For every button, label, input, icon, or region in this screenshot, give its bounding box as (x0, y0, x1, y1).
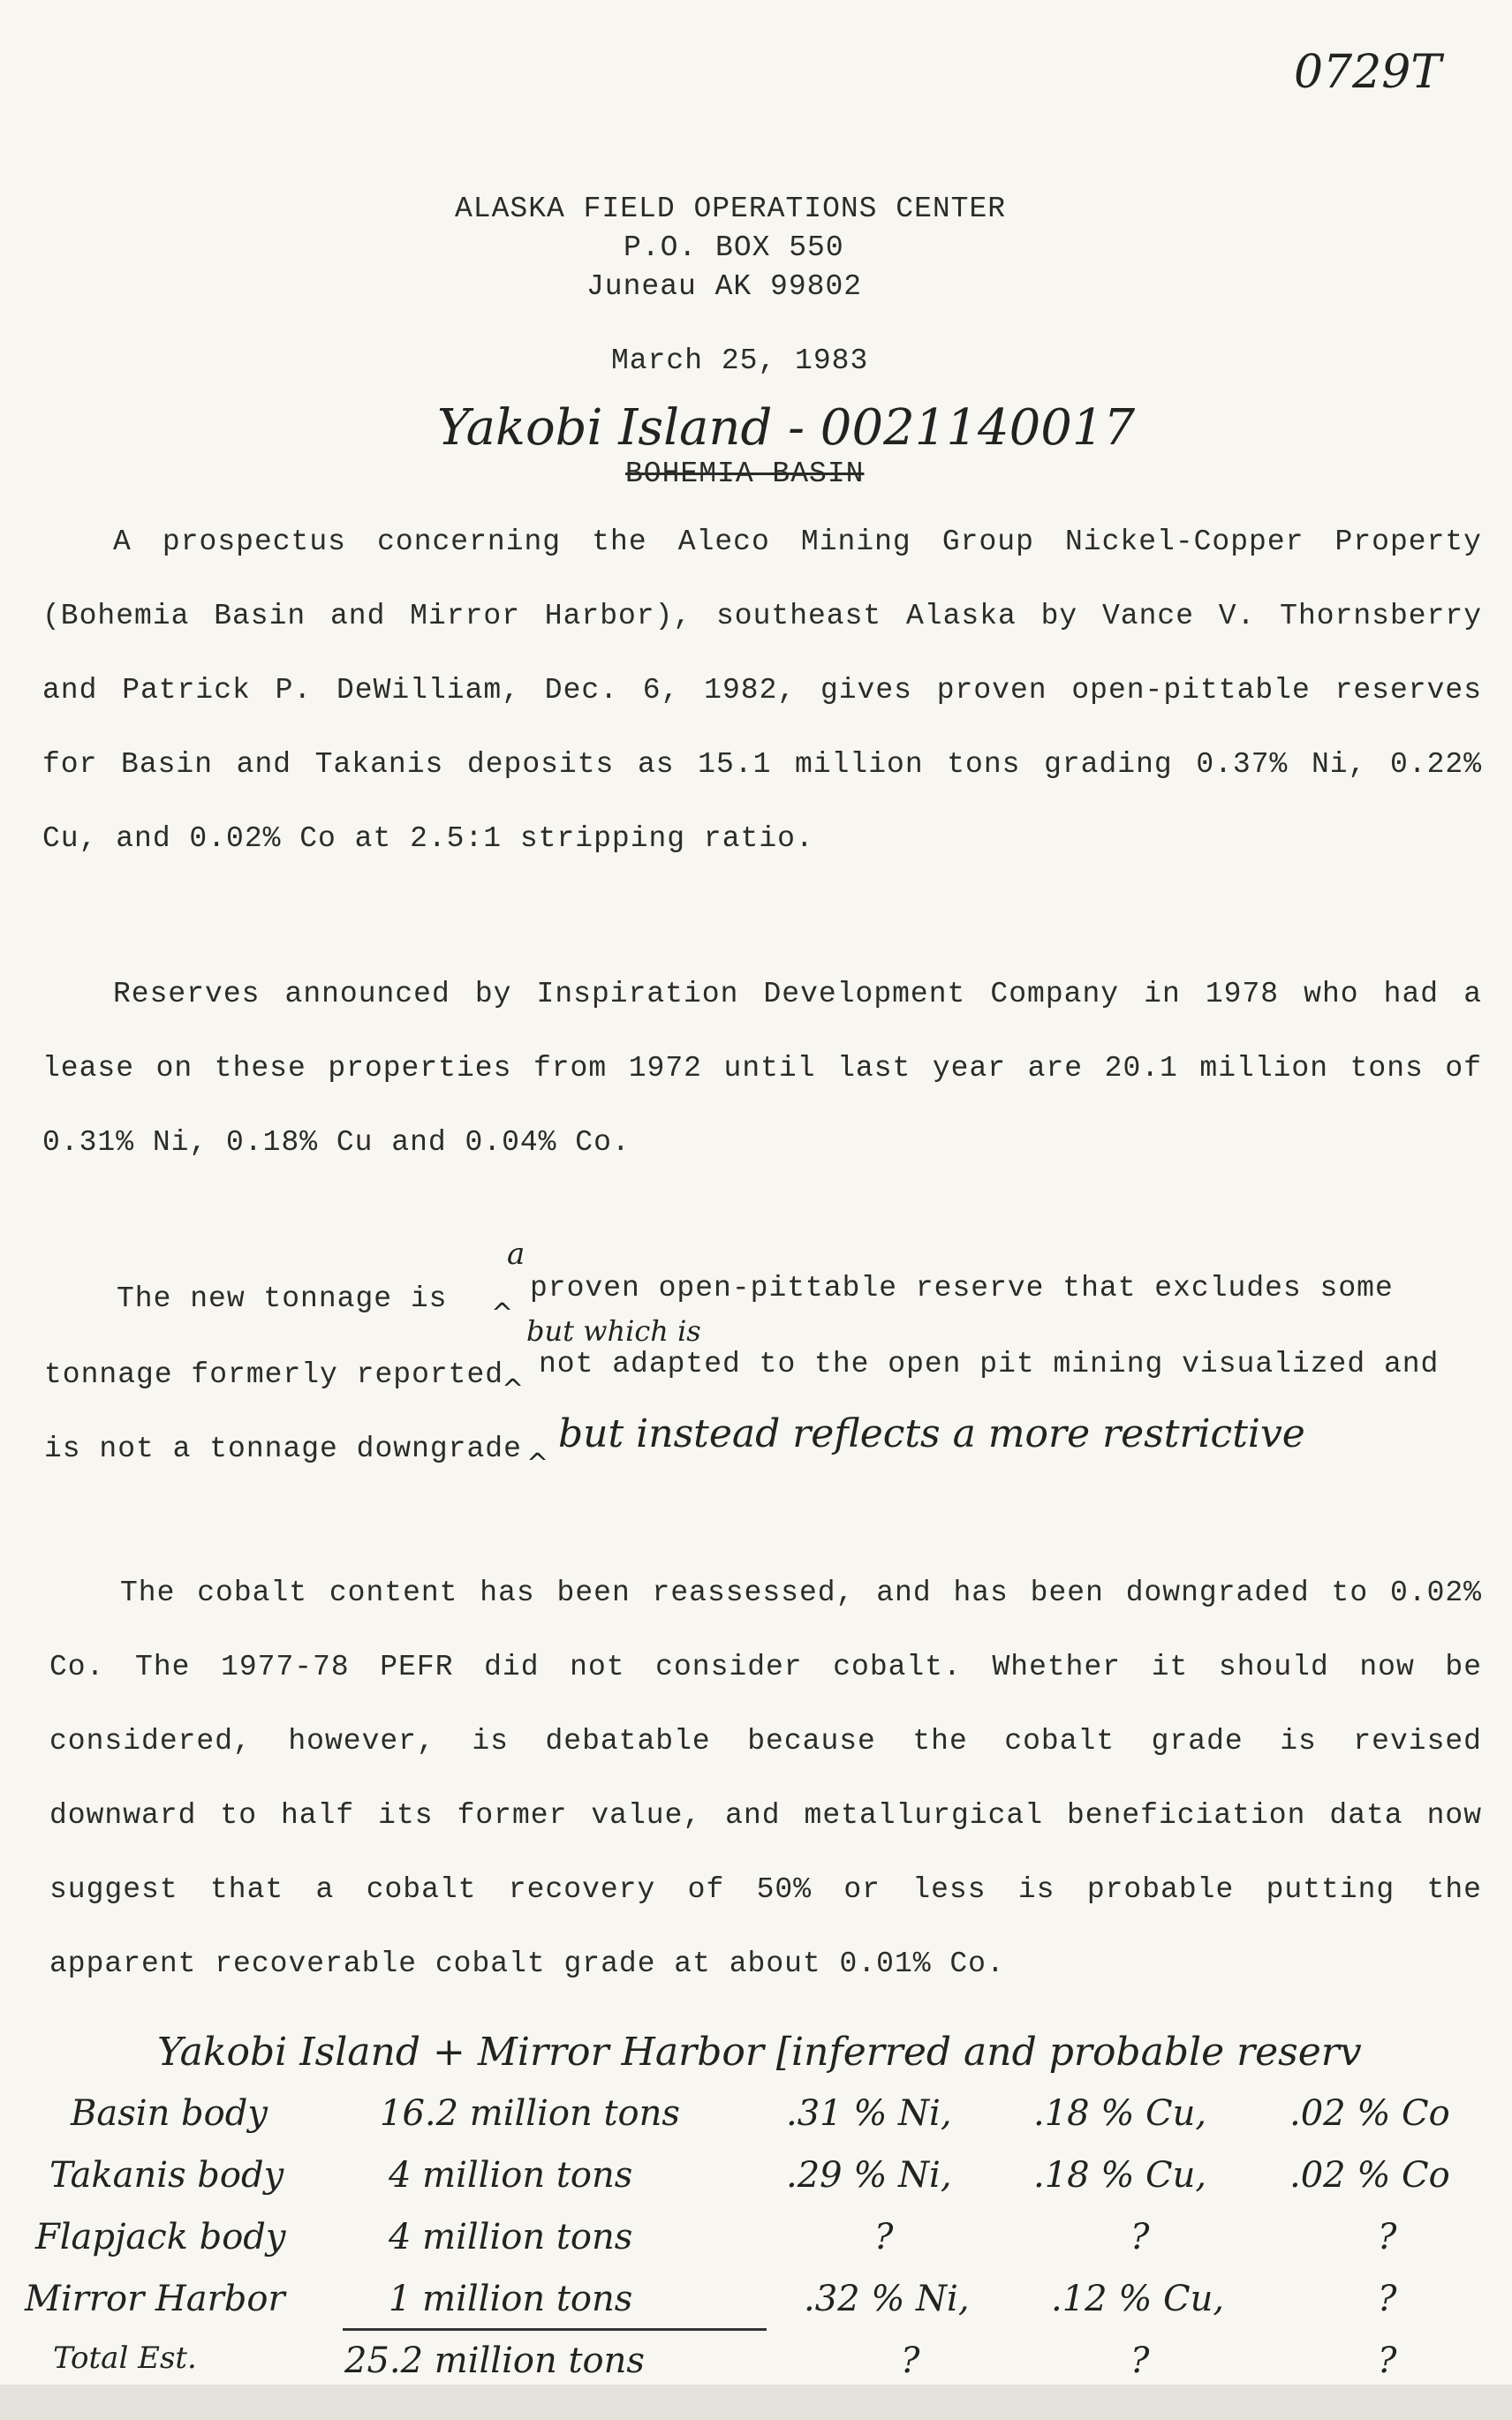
row-cu: .18 % Cu, (1033, 2093, 1207, 2134)
table-row (35, 2217, 1501, 2270)
paragraph-3-line2-a: tonnage formerly reported (44, 1358, 504, 1391)
row-ni: .29 % Ni, (786, 2155, 952, 2196)
insert-line3: but instead reflects a more restrictive (558, 1411, 1305, 1456)
row-name: Mirror Harbor (25, 2279, 285, 2319)
paragraph-2-line: lease on these properties from 1972 until last year are 20.1 million tons of (42, 1052, 1482, 1085)
caret-mark: ^ (502, 1374, 525, 1405)
paragraph-3-line2-b: not adapted to the open pit mining visualized and (539, 1348, 1440, 1380)
row-cu: ? (1130, 2341, 1150, 2381)
row-co: ? (1378, 2217, 1397, 2257)
total-rule (343, 2328, 767, 2331)
row-tons: 4 million tons (389, 2155, 633, 2196)
row-co: .02 % Co (1289, 2155, 1450, 2196)
insert-but-which-is: but which is (526, 1314, 701, 1348)
row-ni: ? (901, 2341, 920, 2381)
paragraph-2-line: 0.31% Ni, 0.18% Cu and 0.04% Co. (42, 1126, 631, 1159)
paragraph-1-line: for Basin and Takanis deposits as 15.1 million tons grading 0.37% Ni, 0.22% (42, 748, 1482, 781)
row-ni: .32 % Ni, (804, 2279, 970, 2319)
paragraph-3-line3-a: is not a tonnage downgrade (44, 1433, 522, 1465)
header-box: P.O. BOX 550 (624, 231, 844, 264)
paragraph-2 (42, 957, 1482, 1180)
caret-mark: ^ (526, 1448, 549, 1479)
row-name: Total Est. (53, 2341, 197, 2376)
row-tons: 16.2 million tons (380, 2093, 680, 2134)
caret-mark: ^ (491, 1298, 514, 1329)
table-row (25, 2279, 1501, 2332)
insert-a: a (507, 1236, 525, 1272)
paragraph-3-line1-a: The new tonnage is (117, 1282, 448, 1315)
paragraph-1-line: A prospectus concerning the Aleco Mining Group Nickel-Copper Property (113, 526, 1482, 558)
row-tons: 4 million tons (389, 2217, 633, 2257)
paragraph-4-line: downward to half its former value, and metallurgical beneficiation data now (49, 1799, 1482, 1832)
paragraph-4 (49, 1556, 1482, 2001)
paragraph-1-line: (Bohemia Basin and Mirror Harbor), southeast Alaska by Vance V. Thornsberry (42, 600, 1482, 632)
header-org: ALASKA FIELD OPERATIONS CENTER (455, 193, 1007, 225)
row-cu: .12 % Cu, (1051, 2279, 1225, 2319)
paragraph-1-line: and Patrick P. DeWilliam, Dec. 6, 1982, gives proven open-pittable reserves (42, 674, 1482, 707)
table-row (35, 2093, 1501, 2146)
paragraph-4-line: considered, however, is debatable because the cobalt grade is revised (49, 1725, 1482, 1758)
header-city: Juneau AK 99802 (586, 270, 863, 303)
row-name: Takanis body (49, 2155, 284, 2196)
paragraph-1 (42, 505, 1482, 876)
title-struck: BOHEMIA BASIN (625, 458, 865, 490)
row-cu: ? (1130, 2217, 1150, 2257)
page-bottom-edge (0, 2385, 1512, 2420)
row-ni: .31 % Ni, (786, 2093, 952, 2134)
paragraph-4-line: Co. The 1977-78 PEFR did not consider cobalt. Whether it should now be (49, 1651, 1482, 1683)
paragraph-3-line1-b: proven open-pittable reserve that excludes some (530, 1272, 1394, 1305)
row-name: Basin body (71, 2093, 268, 2134)
row-cu: .18 % Cu, (1033, 2155, 1207, 2196)
row-tons: 1 million tons (389, 2279, 633, 2319)
paragraph-4-line: suggest that a cobalt recovery of 50% or less is probable putting the (49, 1873, 1482, 1906)
paragraph-4-line: apparent recoverable cobalt grade at about 0.01% Co. (49, 1947, 1005, 1980)
header-date: March 25, 1983 (611, 344, 869, 377)
paragraph-4-line: The cobalt content has been reassessed, and has been downgraded to 0.02% (120, 1577, 1482, 1609)
row-co: .02 % Co (1289, 2093, 1450, 2134)
table-row (35, 2155, 1501, 2208)
title-handwritten: Yakobi Island - 0021140017 (437, 399, 1136, 457)
row-tons: 25.2 million tons (344, 2341, 645, 2381)
row-ni: ? (874, 2217, 894, 2257)
paragraph-1-line: Cu, and 0.02% Co at 2.5:1 stripping ratio. (42, 822, 814, 855)
corner-note: 0729T (1294, 46, 1442, 99)
paragraph-2-line: Reserves announced by Inspiration Development Company in 1978 who had a (113, 978, 1482, 1010)
table-heading: Yakobi Island + Mirror Harbor [inferred and probable reserv (157, 2030, 1362, 2075)
row-co: ? (1378, 2341, 1397, 2381)
row-name: Flapjack body (35, 2217, 286, 2257)
row-co: ? (1378, 2279, 1397, 2319)
